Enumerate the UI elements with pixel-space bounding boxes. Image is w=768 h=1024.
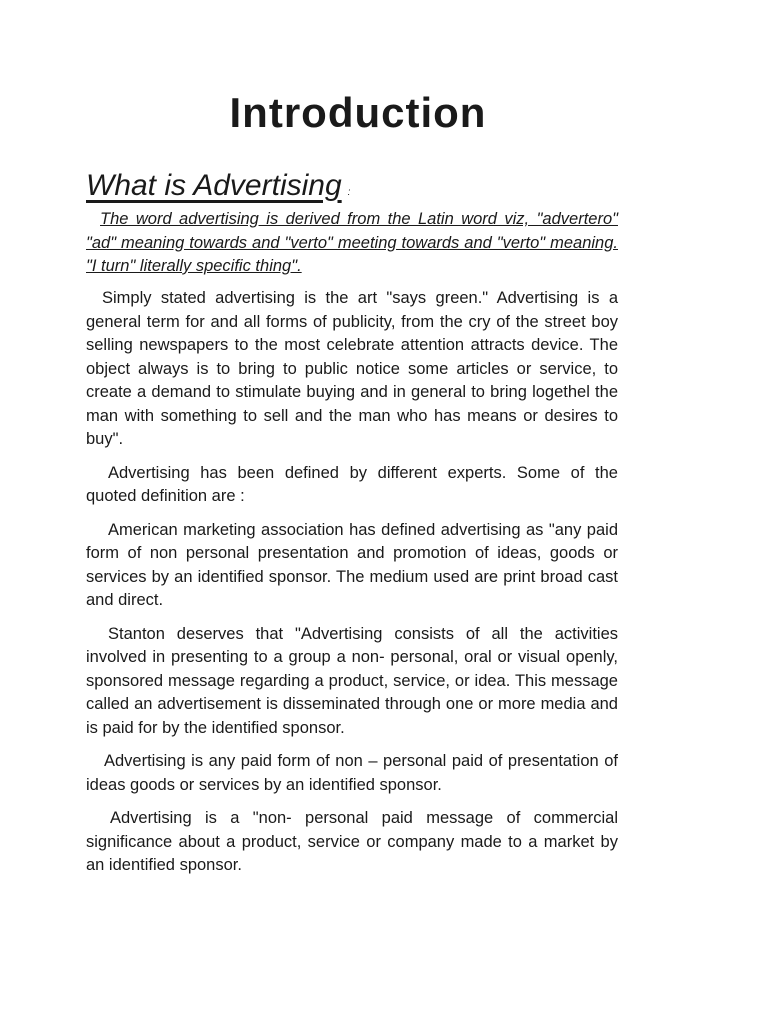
paragraph: Simply stated advertising is the art "says green." Advertising is a general term for and all forms of publicity, from the cry of the street boy selling newspapers to the most celebrate attention attracts device. The object always is to bring to public notice some articles or service, to create a demand to stimulate buying and in general to bring logethel the man with something to sell and the man who has means or desires to buy". <box>86 289 618 448</box>
paragraph: American marketing association has defined advertising as "any paid form of non personal presentation and promotion of ideas, goods or services by an identified sponsor. The medium used are print broad cast and direct. <box>86 520 618 609</box>
paragraph: Advertising is a "non- personal paid message of commercial significance about a product, service or company made to a market by an identified sponsor. <box>86 809 618 874</box>
paragraph: Advertising has been defined by different experts. Some of the quoted definition are : <box>86 463 618 505</box>
section-heading: What is Advertising <box>86 169 342 202</box>
definition-quote: The word advertising is derived from the Latin word viz, "advertero" "ad" meaning towards and "verto" meeting towards and "verto" meaning. "I turn" literally specific thing". <box>86 210 618 275</box>
section-heading-row <box>86 165 618 207</box>
paragraph: Stanton deserves that "Advertising consists of all the activities involved in presenting to a group a non- personal, oral or visual openly, sponsored message regarding a product, service, or idea. This message called an advertisement is disseminated through one or more media and is paid for by the identified sponsor. <box>86 624 618 737</box>
body-text <box>86 287 618 888</box>
paragraph: Advertising is any paid form of non – personal paid of presentation of ideas goods or services by an identified sponsor. <box>86 752 618 794</box>
page-title: Introduction <box>229 89 487 136</box>
section-heading-colon: : <box>347 187 351 198</box>
